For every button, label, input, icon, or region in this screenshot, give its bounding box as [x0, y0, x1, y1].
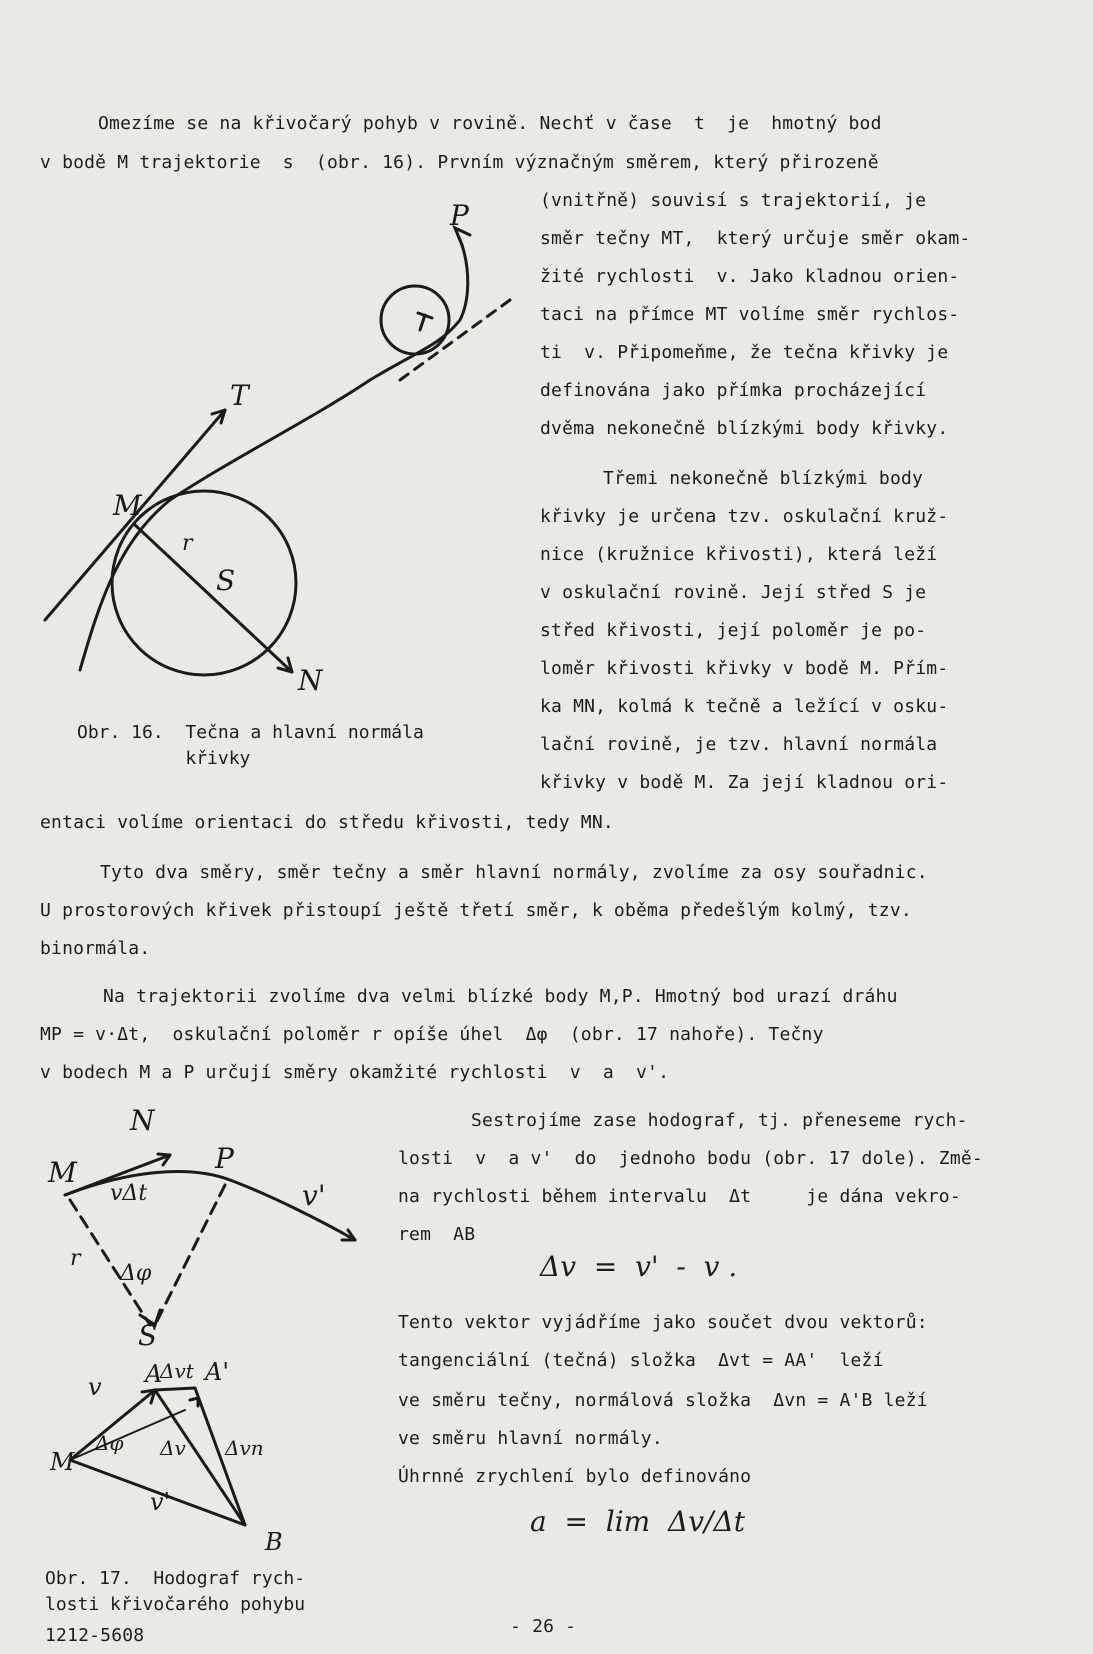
- text-line: Třemi nekonečně blízkými body: [603, 468, 924, 489]
- text-line: v bodech M a P určují směry okamžité rychlosti v a v'.: [40, 1062, 670, 1083]
- fig17-b-label-A: A: [145, 1360, 163, 1388]
- fig17-label-M: M: [48, 1156, 77, 1189]
- text-line: nice (kružnice křivosti), která leží: [540, 544, 938, 565]
- fig16-label-S: S: [216, 564, 236, 597]
- text-line: ve směru tečny, normálová složka Δvn = A'B leží: [398, 1390, 928, 1411]
- text-line: směr tečny MT, který určuje směr okam-: [540, 228, 971, 249]
- text-line: rem AB: [398, 1224, 476, 1245]
- fig17-b-label-v1: v': [150, 1488, 171, 1516]
- figure-17-top: [30, 1100, 410, 1360]
- text-line: střed křivosti, její poloměr je po-: [540, 620, 927, 641]
- text-line: (vnitřně) souvisí s trajektorií, je: [540, 190, 927, 211]
- page-number: - 26 -: [510, 1616, 577, 1637]
- text-line: MP = v·Δt, oskulační poloměr r opíše úhel Δφ (obr. 17 nahoře). Tečny: [40, 1024, 824, 1045]
- figure-16: [0, 199, 520, 697]
- text-line: Sestrojíme zase hodograf, tj. přeneseme rych-: [471, 1110, 968, 1131]
- fig17-label-S: S: [138, 1319, 158, 1352]
- fig16-label-T: T: [230, 379, 249, 412]
- fig17-b-label-dvn: Δvn: [225, 1436, 264, 1460]
- small-circle: [381, 286, 449, 354]
- formula-acceleration: a = lim Δv/Δt: [530, 1505, 745, 1538]
- segment-AA2: [155, 1388, 195, 1390]
- fig17-b-label-A2: A': [205, 1358, 229, 1386]
- fig17-label-P: P: [215, 1142, 234, 1175]
- fig16-label-P: P: [450, 199, 469, 232]
- text-line: Úhrnné zrychlení bylo definováno: [398, 1466, 752, 1487]
- text-line: ve směru hlavní normály.: [398, 1428, 663, 1449]
- fig17-b-label-dvt: Δvt: [160, 1359, 194, 1383]
- fig17-b-label-M: M: [50, 1448, 75, 1476]
- text-line: U prostorových křivek přistoupí ještě třetí směr, k oběma předešlým kolmý, tzv.: [40, 900, 912, 921]
- text-line: křivky v bodě M. Za její kladnou ori-: [540, 772, 949, 793]
- text-line: na rychlosti během intervalu Δt je dána vekro-: [398, 1186, 961, 1207]
- text-line: loměr křivosti křivky v bodě M. Přím-: [540, 658, 949, 679]
- fig17-label-v1: v': [302, 1179, 326, 1212]
- text-line: lační rovině, je tzv. hlavní normála: [540, 734, 938, 755]
- text-line: dvěma nekonečně blízkými body křivky.: [540, 418, 949, 439]
- text-line: definována jako přímka procházející: [540, 380, 927, 401]
- figure-17-bottom: [40, 1360, 360, 1560]
- fig16-label-r: r: [182, 531, 193, 556]
- fig17-b-label-dphi: Δφ: [95, 1431, 124, 1455]
- text-line: křivky je určena tzv. oskulační kruž-: [540, 506, 949, 527]
- text-line: entaci volíme orientaci do středu křivosti, tedy MN.: [40, 812, 614, 833]
- print-code: 1212-5608: [45, 1625, 145, 1646]
- trajectory-curve: [80, 245, 468, 670]
- text-line: Tyto dva směry, směr tečny a směr hlavní normály, zvolíme za osy souřadnic.: [100, 862, 928, 883]
- text-line: taci na přímce MT volíme směr rychlos-: [540, 304, 960, 325]
- fig17-label-r: r: [70, 1246, 81, 1271]
- text-line: v oskulační rovině. Její střed S je: [540, 582, 927, 603]
- tangent-P: [230, 1180, 355, 1240]
- text-line: tangenciální (tečná) složka Δvt = AA' leží: [398, 1350, 884, 1371]
- fig17-caption-1: Obr. 17. Hodograf rych-: [45, 1568, 306, 1589]
- fig16-label-N: N: [298, 664, 323, 697]
- fig17-caption-2: losti křivočarého pohybu: [45, 1594, 306, 1615]
- text-line: losti v a v' do jednoho bodu (obr. 17 dole). Změ-: [398, 1148, 983, 1169]
- text-line: žité rychlosti v. Jako kladnou orien-: [540, 266, 960, 287]
- text-line: Na trajektorii zvolíme dva velmi blízké body M,P. Hmotný bod urazí dráhu: [103, 986, 898, 1007]
- fig16-caption-1: Obr. 16. Tečna a hlavní normála: [77, 722, 424, 743]
- radius-P: [155, 1185, 225, 1325]
- text-line: ka MN, kolmá k tečně a ležící v osku-: [540, 696, 949, 717]
- fig17-label-N: N: [130, 1104, 155, 1137]
- fig17-b-label-v: v: [88, 1373, 102, 1401]
- fig16-label-M: M: [113, 489, 142, 522]
- text-line: v bodě M trajektorie s (obr. 16). Prvním význačným směrem, který přirozeně: [40, 152, 879, 173]
- text-line: binormála.: [40, 938, 151, 959]
- text-line: Tento vektor vyjádříme jako součet dvou vektorů:: [398, 1312, 928, 1333]
- arc-MP: [65, 1172, 230, 1195]
- fig17-label-vdt: vΔt: [110, 1181, 148, 1206]
- fig17-b-label-dv: Δv: [160, 1436, 186, 1460]
- normal-line: [135, 525, 292, 672]
- fig17-label-dphi: Δφ: [120, 1261, 152, 1286]
- formula-delta-v: Δv = v' - v .: [540, 1250, 738, 1283]
- fig17-b-label-B: B: [265, 1528, 283, 1556]
- fig16-caption-2: křivky: [77, 748, 251, 769]
- text-line: Omezíme se na křivočarý pohyb v rovině. Nechť v čase t je hmotný bod: [98, 113, 882, 134]
- text-line: ti v. Připomeňme, že tečna křivky je: [540, 342, 949, 363]
